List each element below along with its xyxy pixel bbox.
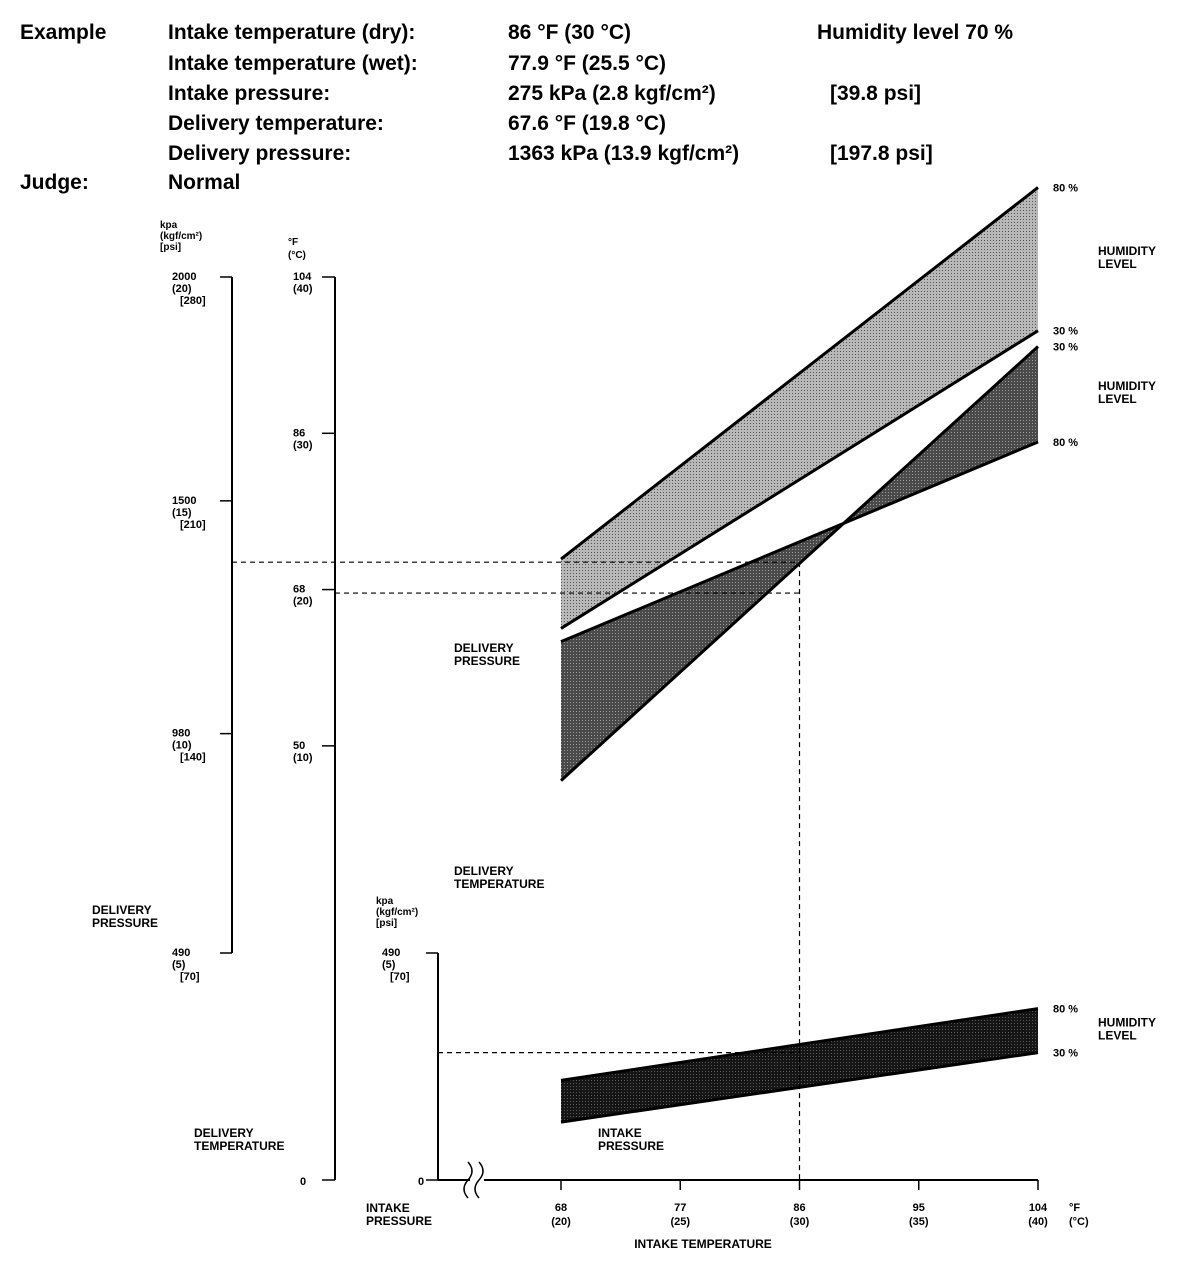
x-unit-sub-label: (°C) xyxy=(1069,1216,1089,1228)
judge-label: Judge: xyxy=(20,171,89,194)
intake-temp-wet-value: 77.9 °F (25.5 °C) xyxy=(508,52,667,75)
delivery-temperature-tick-sub-3: (10) xyxy=(293,751,313,764)
x-tick-sub-2: (30) xyxy=(789,1216,810,1228)
intake-pressure-label: Intake pressure: xyxy=(168,82,331,105)
delivery-temperature-humidity-label-0: HUMIDITY xyxy=(1098,379,1156,394)
delivery-pressure-tick-label-0: 2000 xyxy=(172,271,197,283)
delivery-temperature-axis-title-0: DELIVERY xyxy=(194,1126,254,1140)
delivery-temperature-tick-label-3: 50 xyxy=(293,739,306,752)
delivery-pressure-tick-sub-3: (5) xyxy=(172,959,186,971)
humidity-level-note: Humidity level 70 % xyxy=(817,21,1014,44)
delivery-pressure-80pct-label: 80 % xyxy=(1053,182,1079,195)
delivery-temperature-tick-label-4: 0 xyxy=(300,1176,307,1188)
delivery-pressure-tick-sub-1: (15) xyxy=(172,506,192,519)
delivery-pressure-30pct-label: 30 % xyxy=(1053,325,1079,338)
delivery-temperature-units-1: (°C) xyxy=(288,250,306,261)
delivery-pressure-axis-title-0: DELIVERY xyxy=(92,903,152,917)
labels-layer xyxy=(454,182,1156,1153)
intake-pressure-psi: [39.8 psi] xyxy=(830,82,922,105)
intake-pressure-humidity-label-1: LEVEL xyxy=(1098,1028,1137,1043)
intake-pressure-tick-label-1: 0 xyxy=(418,1176,425,1188)
delivery-pressure-tick-psi-2: [140] xyxy=(180,751,206,764)
delivery-pressure-tick-label-1: 1500 xyxy=(172,494,197,507)
x-tick-sub-3: (35) xyxy=(908,1216,929,1228)
delivery-temperature-30pct-label: 30 % xyxy=(1053,341,1079,354)
delivery-temperature-tick-label-0: 104 xyxy=(293,271,312,283)
delivery-temp-value: 67.6 °F (19.8 °C) xyxy=(508,112,667,135)
intake-pressure-units-1: (kgf/cm²) xyxy=(376,907,419,918)
delivery-pressure-tick-psi-0: [280] xyxy=(180,295,206,307)
series-label-intake-pressure-1: PRESSURE xyxy=(598,1139,665,1153)
delivery-pressure-tick-psi-1: [210] xyxy=(180,518,206,531)
intake-pressure-80pct-label: 80 % xyxy=(1053,1003,1079,1016)
intake-pressure-axis-title-0: INTAKE xyxy=(366,1201,410,1215)
intake-temp-dry-value: 86 °F (30 °C) xyxy=(508,21,631,44)
delivery-pressure-label: Delivery pressure: xyxy=(168,142,352,165)
x-tick-label-3: 95 xyxy=(912,1202,925,1214)
x-tick-label-2: 86 xyxy=(793,1202,806,1214)
example-label: Example xyxy=(20,21,107,44)
x-axis-break-right xyxy=(475,1162,483,1198)
x-tick-sub-1: (25) xyxy=(670,1216,691,1228)
series-label-delivery-pressure-1: PRESSURE xyxy=(454,654,521,668)
delivery-pressure-tick-sub-2: (10) xyxy=(172,739,192,752)
intake-pressure-tick-label-0: 490 xyxy=(382,947,401,959)
intake-pressure-units-2: [psi] xyxy=(376,918,398,929)
delivery-pressure-units-0: kpa xyxy=(160,220,178,231)
intake-pressure-value: 275 kPa (2.8 kgf/cm²) xyxy=(508,82,716,105)
x-axis-title: INTAKE TEMPERATURE xyxy=(634,1237,772,1251)
delivery-pressure-units-2: [psi] xyxy=(160,242,182,253)
series-label-delivery-pressure-0: DELIVERY xyxy=(454,641,514,655)
delivery-temperature-tick-sub-2: (20) xyxy=(293,595,313,608)
delivery-temperature-tick-label-2: 68 xyxy=(293,583,306,596)
delivery-temperature-tick-label-1: 86 xyxy=(293,427,306,440)
delivery-pressure-value: 1363 kPa (13.9 kgf/cm²) xyxy=(508,142,740,165)
delivery-temp-label: Delivery temperature: xyxy=(168,112,384,135)
delivery-pressure-psi: [197.8 psi] xyxy=(830,142,933,165)
delivery-pressure-axis-title-1: PRESSURE xyxy=(92,916,159,930)
x-tick-sub-4: (40) xyxy=(1028,1216,1048,1228)
judge-value: Normal xyxy=(168,171,241,194)
delivery-pressure-tick-label-2: 980 xyxy=(172,727,191,740)
delivery-pressure-tick-sub-0: (20) xyxy=(172,283,192,295)
delivery-temperature-axis-title-1: TEMPERATURE xyxy=(194,1139,285,1153)
delivery-temperature-80pct-label: 80 % xyxy=(1053,436,1079,449)
intake-pressure-axis-title-1: PRESSURE xyxy=(366,1214,433,1228)
delivery-pressure-humidity-label-0: HUMIDITY xyxy=(1098,244,1156,259)
x-unit-label: °F xyxy=(1069,1202,1081,1214)
delivery-temperature-tick-sub-0: (40) xyxy=(293,283,313,295)
x-tick-sub-0: (20) xyxy=(551,1216,571,1228)
x-tick-label-0: 68 xyxy=(554,1202,568,1214)
delivery-pressure-units-1: (kgf/cm²) xyxy=(160,231,203,242)
delivery-pressure-tick-psi-3: [70] xyxy=(180,971,200,983)
series-label-delivery-temperature-0: DELIVERY xyxy=(454,864,514,878)
delivery-temperature-tick-sub-1: (30) xyxy=(293,439,313,452)
x-tick-label-4: 104 xyxy=(1028,1202,1048,1214)
intake-pressure-humidity-label-0: HUMIDITY xyxy=(1098,1015,1156,1030)
delivery-temperature-units-0: °F xyxy=(288,237,299,248)
intake-pressure-tick-sub-0: (5) xyxy=(382,959,396,971)
series-label-intake-pressure-0: INTAKE xyxy=(598,1126,642,1140)
series-label-delivery-temperature-1: TEMPERATURE xyxy=(454,877,545,891)
intake-temp-wet-label: Intake temperature (wet): xyxy=(168,52,418,75)
intake-pressure-units-0: kpa xyxy=(376,896,394,907)
intake-temp-dry-label: Intake temperature (dry): xyxy=(168,21,416,44)
delivery-pressure-humidity-label-1: LEVEL xyxy=(1098,257,1137,272)
intake-pressure-tick-psi-0: [70] xyxy=(390,971,410,983)
delivery-pressure-tick-label-3: 490 xyxy=(172,947,191,959)
intake-pressure-30pct-label: 30 % xyxy=(1053,1047,1079,1060)
delivery-temperature-humidity-label-1: LEVEL xyxy=(1098,392,1137,407)
x-tick-label-1: 77 xyxy=(674,1202,687,1214)
